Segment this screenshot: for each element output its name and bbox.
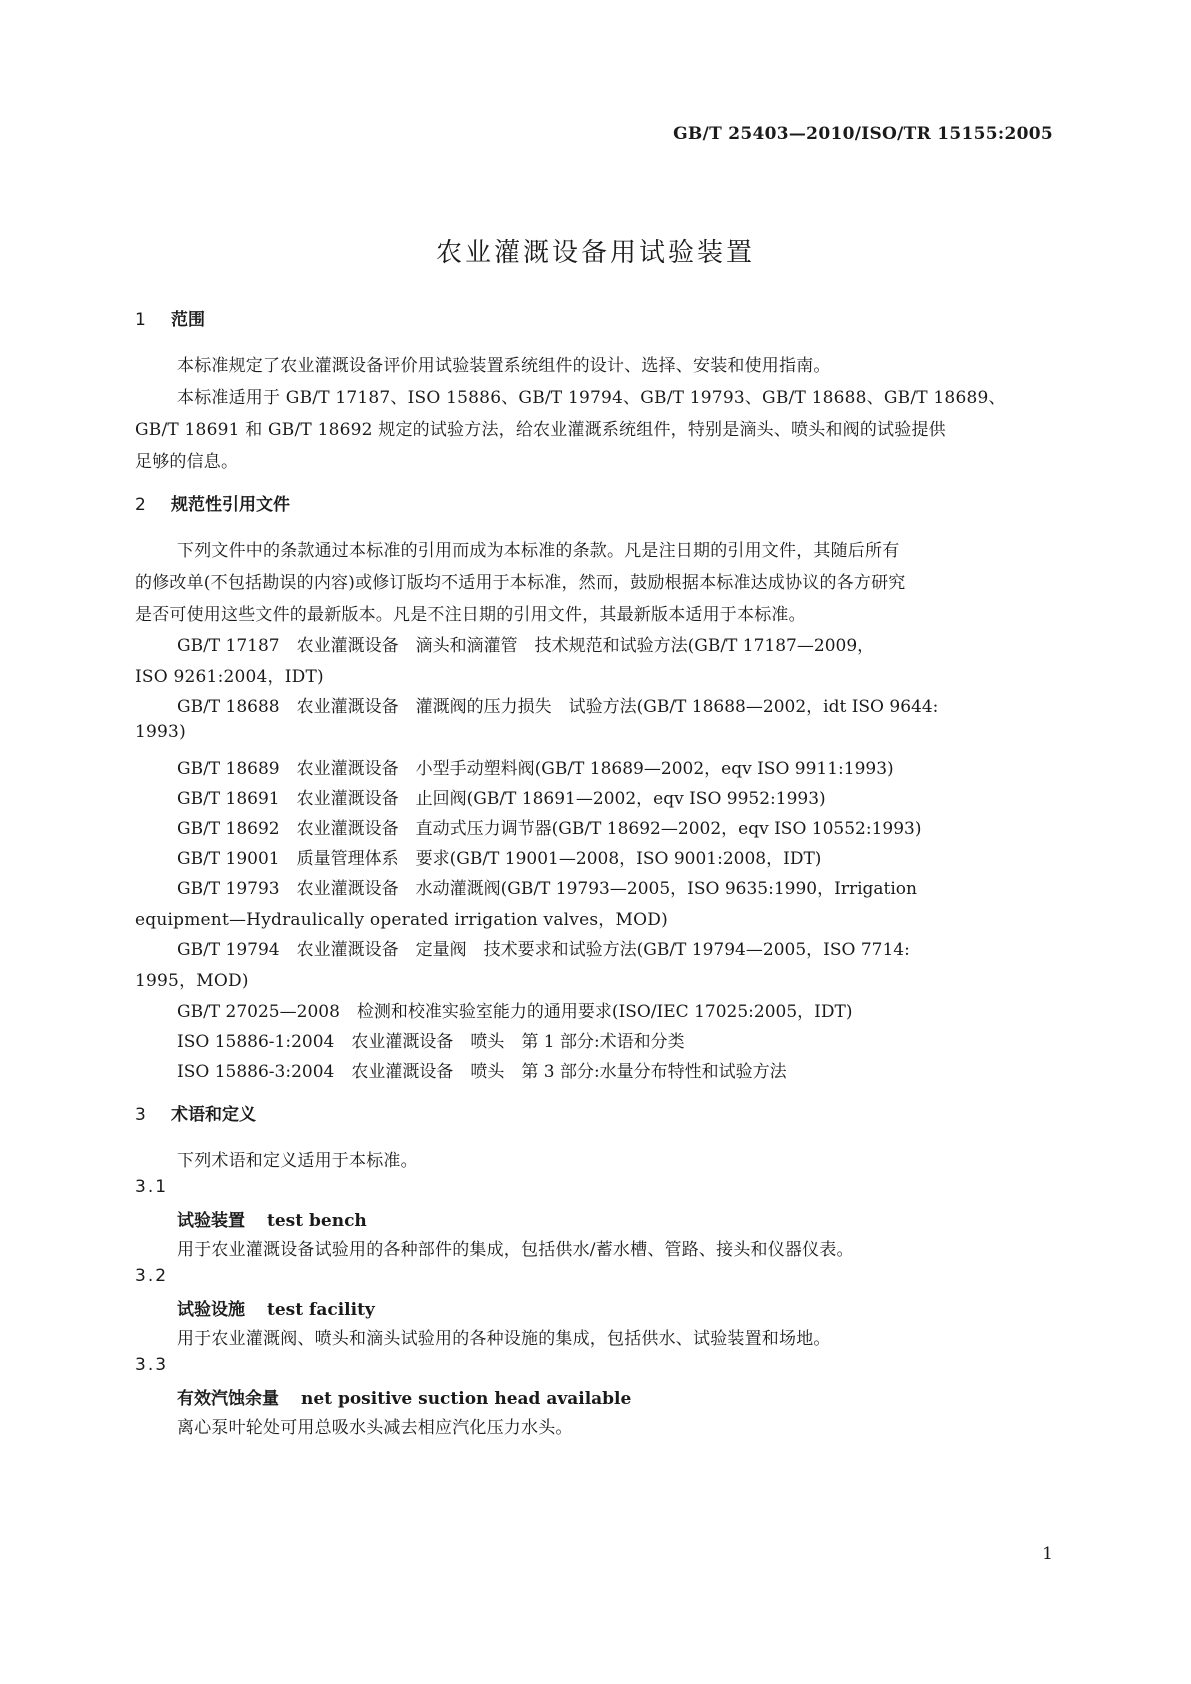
term-chinese: 有效汽蚀余量 xyxy=(177,1389,279,1409)
section-2-heading xyxy=(135,490,290,515)
reference-gbt19794-line-1: GB/T 19794 农业灌溉设备 定量阀 技术要求和试验方法(GB/T 19794—2005，ISO 7714: xyxy=(177,940,910,960)
reference-gbt18692: GB/T 18692 农业灌溉设备 直动式压力调节器(GB/T 18692—2002，eqv ISO 10552:1993) xyxy=(177,819,922,839)
term-number: 3.1 xyxy=(135,1177,169,1197)
scope-paragraph-2-line-1: 本标准适用于 GB/T 17187、ISO 15886、GB/T 19794、GB/T 19793、GB/T 18688、GB/T 18689、 xyxy=(177,388,1006,408)
section-title: 范围 xyxy=(171,310,205,330)
term-chinese: 试验设施 xyxy=(177,1300,245,1320)
section-title: 术语和定义 xyxy=(171,1105,256,1125)
term-definition: 用于农业灌溉阀、喷头和滴头试验用的各种设施的集成，包括供水、试验装置和场地。 xyxy=(177,1329,831,1349)
term-english: test bench xyxy=(267,1211,367,1231)
normative-intro-line-1: 下列文件中的条款通过本标准的引用而成为本标准的条款。凡是注日期的引用文件，其随后所有 xyxy=(177,541,900,561)
term-number: 3.2 xyxy=(135,1266,169,1286)
term-definition: 离心泵叶轮处可用总吸水头减去相应汽化压力水头。 xyxy=(177,1418,573,1438)
term-english: net positive suction head available xyxy=(301,1389,632,1409)
reference-iso15886-1: ISO 15886-1:2004 农业灌溉设备 喷头 第 1 部分:术语和分类 xyxy=(177,1032,685,1052)
section-number: 2 xyxy=(135,495,146,515)
reference-gbt18691: GB/T 18691 农业灌溉设备 止回阀(GB/T 18691—2002，eqv ISO 9952:1993) xyxy=(177,789,826,809)
reference-gbt19794-line-2: 1995，MOD) xyxy=(135,971,249,991)
section-title: 规范性引用文件 xyxy=(171,495,290,515)
reference-gbt17187-line-1: GB/T 17187 农业灌溉设备 滴头和滴灌管 技术规范和试验方法(GB/T 17187—2009， xyxy=(177,636,875,656)
term-chinese: 试验装置 xyxy=(177,1211,245,1231)
document-title: 农业灌溉设备用试验装置 xyxy=(435,238,755,268)
reference-gbt27025: GB/T 27025—2008 检测和校准实验室能力的通用要求(ISO/IEC 17025:2005，IDT) xyxy=(177,1002,853,1022)
normative-intro-line-2: 的修改单(不包括勘误的内容)或修订版均不适用于本标准，然而，鼓励根据本标准达成协议的各方研究 xyxy=(135,573,906,593)
terms-intro: 下列术语和定义适用于本标准。 xyxy=(177,1151,418,1171)
term-english: test facility xyxy=(267,1300,375,1320)
term-number: 3.3 xyxy=(135,1355,169,1375)
reference-gbt18688-line-2: 1993) xyxy=(135,722,186,742)
reference-gbt18689: GB/T 18689 农业灌溉设备 小型手动塑料阀(GB/T 18689—2002，eqv ISO 9911:1993) xyxy=(177,759,894,779)
term-heading xyxy=(177,1295,375,1320)
section-3-heading xyxy=(135,1100,256,1125)
normative-intro-line-3: 是否可使用这些文件的最新版本。凡是不注日期的引用文件，其最新版本适用于本标准。 xyxy=(135,605,806,625)
scope-paragraph-2-line-3: 足够的信息。 xyxy=(135,452,239,472)
scope-paragraph-2-line-2: GB/T 18691 和 GB/T 18692 规定的试验方法，给农业灌溉系统组件，特别是滴头、喷头和阀的试验提供 xyxy=(135,420,946,440)
section-number: 1 xyxy=(135,310,146,330)
term-definition: 用于农业灌溉设备试验用的各种部件的集成，包括供水/蓄水槽、管路、接头和仪器仪表。 xyxy=(177,1240,854,1260)
reference-gbt18688-line-1: GB/T 18688 农业灌溉设备 灌溉阀的压力损失 试验方法(GB/T 18688—2002，idt ISO 9644: xyxy=(177,697,939,717)
reference-gbt17187-line-2: ISO 9261:2004，IDT) xyxy=(135,667,324,687)
page-number: 1 xyxy=(1042,1544,1053,1564)
term-heading xyxy=(177,1384,631,1409)
reference-gbt19001: GB/T 19001 质量管理体系 要求(GB/T 19001—2008，ISO 9001:2008，IDT) xyxy=(177,849,822,869)
reference-gbt19793-line-2: equipment—Hydraulically operated irrigation valves，MOD) xyxy=(135,910,668,930)
section-1-heading xyxy=(135,305,205,330)
reference-iso15886-3: ISO 15886-3:2004 农业灌溉设备 喷头 第 3 部分:水量分布特性和试验方法 xyxy=(177,1062,787,1082)
standard-code-header: GB/T 25403—2010/ISO/TR 15155:2005 xyxy=(673,124,1053,144)
section-number: 3 xyxy=(135,1105,146,1125)
scope-paragraph-1: 本标准规定了农业灌溉设备评价用试验装置系统组件的设计、选择、安装和使用指南。 xyxy=(177,356,831,376)
term-heading xyxy=(177,1206,367,1231)
reference-gbt19793-line-1: GB/T 19793 农业灌溉设备 水动灌溉阀(GB/T 19793—2005，ISO 9635:1990，Irrigation xyxy=(177,879,917,899)
